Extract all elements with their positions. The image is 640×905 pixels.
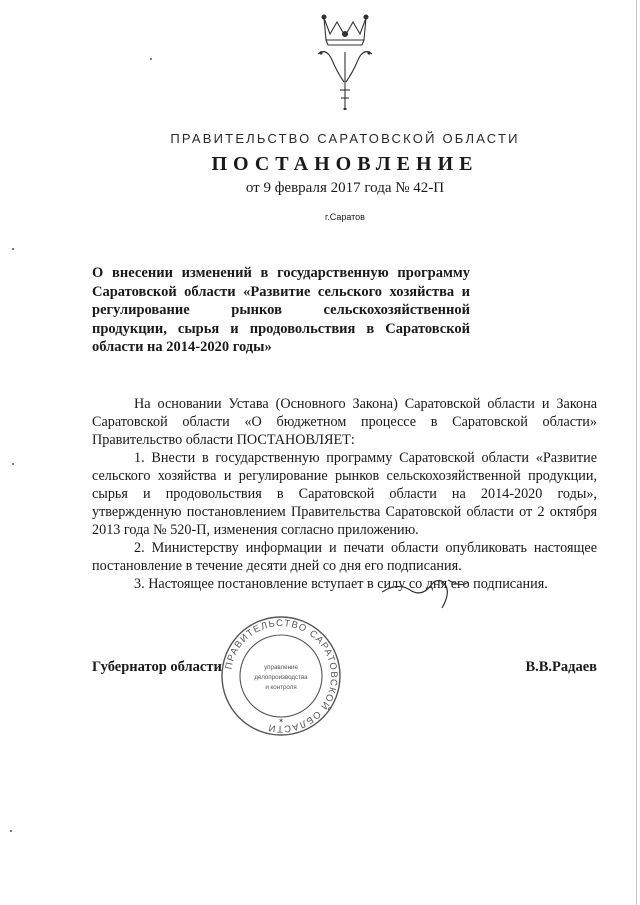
scan-edge-line [636,0,637,905]
svg-text:управление: управление [264,664,298,671]
signatory-position: Губернатор области [92,659,222,675]
scan-speck [12,463,14,465]
svg-text:делопроизводства: делопроизводства [254,674,308,681]
coat-of-arms-icon [310,12,380,122]
scan-speck [150,58,152,60]
svg-text:✶: ✶ [278,717,284,725]
handwritten-signature-icon [380,570,470,610]
scan-speck [10,830,12,832]
decree-date-number: от 9 февраля 2017 года № 42-П [245,180,445,196]
government-name: ПРАВИТЕЛЬСТВО САРАТОВСКОЙ ОБЛАСТИ [170,131,520,146]
decree-body [92,395,597,593]
official-stamp-icon [218,615,344,737]
decree-subject: О внесении изменений в государственную программу Саратовской области «Развитие сельского хозяйства и регулирование рынков сельскохозяйственной продукции, сырья и продовольствия в Саратовской области на 2014-2020 годы» [92,265,470,355]
signature-block [92,659,597,681]
preamble-paragraph: На основании Устава (Основного Закона) Саратовской области и Закона Саратовской области «О бюджетном процессе в Саратовской области» Правительство области ПОСТАНОВЛЯЕТ: [92,396,597,448]
svg-text:ПРАВИТЕЛЬСТВО САРАТОВСКОЙ ОБЛА: ПРАВИТЕЛЬСТВО САРАТОВСКОЙ ОБЛАСТИ [223,617,340,735]
clause-2-paragraph: 2. Министерству информации и печати области опубликовать настоящее постановление в течение десяти дней со дня его подписания. [92,540,597,574]
clause-3-paragraph: 3. Настоящее постановление вступает в силу со дня его подписания. [134,576,548,592]
signatory-name: В.В.Радаев [525,659,597,675]
svg-text:и контроля: и контроля [265,684,297,691]
city-name: г.Саратов [325,212,365,222]
decree-title: ПОСТАНОВЛЕНИЕ [211,153,479,175]
clause-1-paragraph: 1. Внести в государственную программу Саратовской области «Развитие сельского хозяйства и регулирование рынков сельскохозяйственной продукции, сырья и продовольствия в Саратовской области на 2014-2020 годы», утвержденную постановлением Правительства Саратовской области от 2 октября 2013 года № 520-П, изменения согласно приложению. [92,450,597,538]
scan-speck [12,248,14,250]
